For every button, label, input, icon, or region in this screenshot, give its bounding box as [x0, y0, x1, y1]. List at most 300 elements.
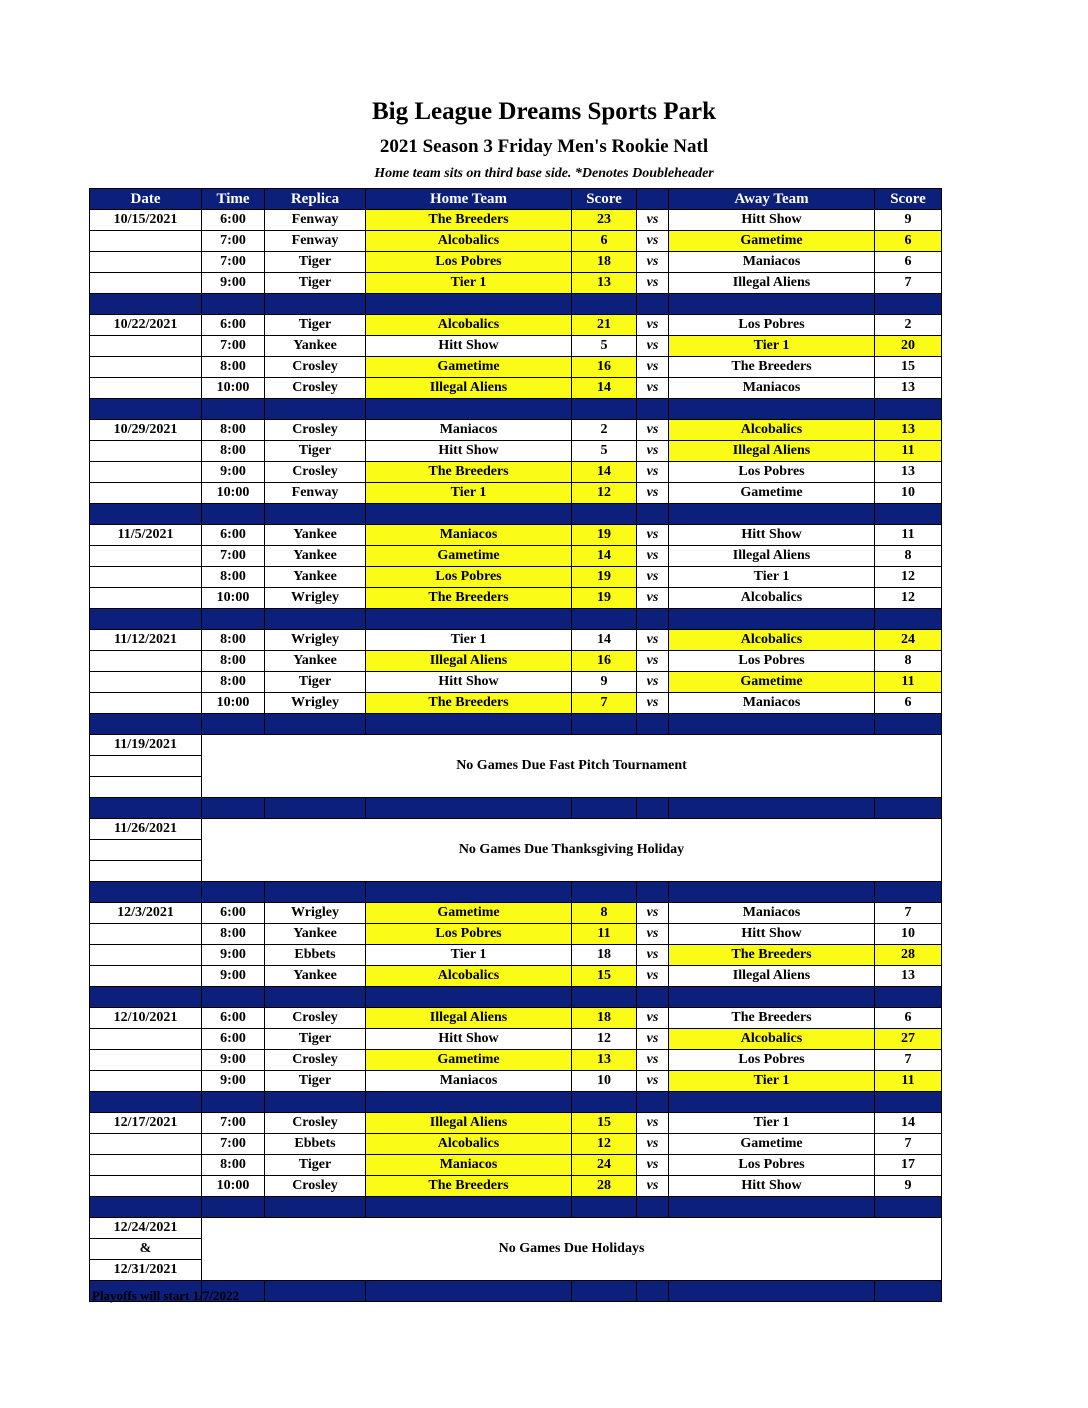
game-date: 10/22/2021 [90, 315, 202, 336]
home-team: The Breeders [366, 588, 572, 609]
game-row [90, 1176, 942, 1197]
away-score: 7 [875, 1134, 942, 1155]
week-separator [90, 609, 942, 630]
week-separator [90, 504, 942, 525]
game-date [90, 693, 202, 714]
away-score: 6 [875, 231, 942, 252]
game-row [90, 651, 942, 672]
home-team: Los Pobres [366, 567, 572, 588]
away-team: Alcobalics [669, 420, 875, 441]
separator-cell [265, 399, 366, 420]
separator-cell [875, 987, 942, 1008]
schedule-body [90, 210, 942, 1302]
vs-label: vs [637, 231, 669, 252]
home-score: 10 [572, 1071, 637, 1092]
vs-label: vs [637, 1071, 669, 1092]
game-date [90, 336, 202, 357]
away-team: Hitt Show [669, 1176, 875, 1197]
week-separator [90, 399, 942, 420]
game-time: 9:00 [202, 273, 265, 294]
separator-cell [572, 882, 637, 903]
away-team: Maniacos [669, 252, 875, 273]
page-title: Big League Dreams Sports Park [372, 98, 716, 125]
game-row [90, 252, 942, 273]
away-score: 14 [875, 1113, 942, 1134]
separator-cell [202, 609, 265, 630]
away-score: 11 [875, 525, 942, 546]
home-score: 23 [572, 210, 637, 231]
off-date: 12/31/2021 [90, 1260, 202, 1281]
separator-cell [875, 609, 942, 630]
game-row [90, 1134, 942, 1155]
separator-cell [265, 798, 366, 819]
separator-cell [669, 504, 875, 525]
playoffs-note: Playoffs will start 1/7/2022 [92, 1288, 239, 1303]
field-replica: Crosley [265, 378, 366, 399]
game-row [90, 903, 942, 924]
home-team: Hitt Show [366, 1029, 572, 1050]
away-team: Tier 1 [669, 567, 875, 588]
separator-cell [637, 987, 669, 1008]
home-team: Los Pobres [366, 924, 572, 945]
game-date [90, 651, 202, 672]
away-score: 24 [875, 630, 942, 651]
home-score: 14 [572, 546, 637, 567]
vs-label: vs [637, 1134, 669, 1155]
game-row [90, 966, 942, 987]
field-replica: Wrigley [265, 903, 366, 924]
away-score: 7 [875, 1050, 942, 1071]
separator-cell [572, 504, 637, 525]
separator-cell [366, 609, 572, 630]
game-time: 8:00 [202, 672, 265, 693]
home-score: 19 [572, 525, 637, 546]
away-score: 13 [875, 462, 942, 483]
home-score: 5 [572, 441, 637, 462]
away-score: 11 [875, 672, 942, 693]
field-replica: Crosley [265, 1008, 366, 1029]
vs-label: vs [637, 1176, 669, 1197]
home-team: Tier 1 [366, 483, 572, 504]
field-replica: Fenway [265, 231, 366, 252]
separator-cell [669, 609, 875, 630]
game-date [90, 966, 202, 987]
game-row [90, 231, 942, 252]
home-team: Alcobalics [366, 1134, 572, 1155]
away-score: 13 [875, 420, 942, 441]
game-date [90, 483, 202, 504]
vs-label: vs [637, 1050, 669, 1071]
away-team: Maniacos [669, 903, 875, 924]
separator-cell [202, 1197, 265, 1218]
home-team: The Breeders [366, 1176, 572, 1197]
vs-label: vs [637, 420, 669, 441]
home-team: Gametime [366, 1050, 572, 1071]
away-score: 12 [875, 588, 942, 609]
away-score: 6 [875, 693, 942, 714]
field-replica: Tiger [265, 1155, 366, 1176]
field-replica: Tiger [265, 441, 366, 462]
field-replica: Yankee [265, 336, 366, 357]
away-team: Illegal Aliens [669, 273, 875, 294]
game-date [90, 252, 202, 273]
away-score: 28 [875, 945, 942, 966]
separator-cell [875, 1197, 942, 1218]
separator-cell [637, 609, 669, 630]
game-row [90, 210, 942, 231]
week-separator [90, 798, 942, 819]
off-week-row [90, 819, 942, 840]
game-row [90, 924, 942, 945]
away-team: The Breeders [669, 357, 875, 378]
vs-label: vs [637, 588, 669, 609]
away-team: Hitt Show [669, 924, 875, 945]
no-games-message [202, 819, 942, 882]
separator-cell [669, 714, 875, 735]
separator-cell [366, 882, 572, 903]
game-time: 7:00 [202, 546, 265, 567]
separator-cell [669, 882, 875, 903]
separator-cell [875, 1281, 942, 1302]
away-score: 11 [875, 441, 942, 462]
game-time: 6:00 [202, 903, 265, 924]
away-score: 17 [875, 1155, 942, 1176]
home-team: Illegal Aliens [366, 1008, 572, 1029]
away-score: 6 [875, 252, 942, 273]
game-time: 10:00 [202, 693, 265, 714]
home-score: 13 [572, 1050, 637, 1071]
separator-cell [572, 294, 637, 315]
game-row [90, 630, 942, 651]
separator-cell [637, 798, 669, 819]
game-date [90, 1050, 202, 1071]
home-team: Alcobalics [366, 966, 572, 987]
home-team: The Breeders [366, 693, 572, 714]
home-score: 2 [572, 420, 637, 441]
separator-cell [90, 714, 202, 735]
separator-cell [265, 987, 366, 1008]
separator-cell [265, 882, 366, 903]
game-date: 10/15/2021 [90, 210, 202, 231]
no-games-message [202, 1218, 942, 1281]
separator-cell [265, 1197, 366, 1218]
separator-cell [637, 294, 669, 315]
game-time: 9:00 [202, 945, 265, 966]
game-time: 10:00 [202, 588, 265, 609]
home-team: Tier 1 [366, 630, 572, 651]
off-date: 11/26/2021 [90, 819, 202, 840]
away-team: Illegal Aliens [669, 441, 875, 462]
game-time: 7:00 [202, 336, 265, 357]
field-replica: Yankee [265, 966, 366, 987]
col-date-header: Date [90, 189, 202, 210]
separator-cell [202, 882, 265, 903]
game-row [90, 420, 942, 441]
week-separator [90, 1197, 942, 1218]
away-team: Alcobalics [669, 630, 875, 651]
game-row [90, 357, 942, 378]
away-score: 8 [875, 651, 942, 672]
separator-cell [366, 1197, 572, 1218]
game-date [90, 231, 202, 252]
home-score: 8 [572, 903, 637, 924]
game-row [90, 483, 942, 504]
separator-cell [366, 798, 572, 819]
field-replica: Yankee [265, 651, 366, 672]
game-row [90, 378, 942, 399]
game-date: 11/12/2021 [90, 630, 202, 651]
away-score: 13 [875, 378, 942, 399]
schedule-note: Home team sits on third base side. *Denotes Doubleheader [374, 166, 714, 181]
field-replica: Crosley [265, 420, 366, 441]
vs-label: vs [637, 1113, 669, 1134]
vs-label: vs [637, 462, 669, 483]
game-row [90, 525, 942, 546]
separator-cell [875, 798, 942, 819]
field-replica: Tiger [265, 1029, 366, 1050]
vs-label: vs [637, 357, 669, 378]
game-row [90, 1008, 942, 1029]
game-row [90, 315, 942, 336]
col-vs-header [637, 189, 669, 210]
separator-cell [90, 294, 202, 315]
separator-cell [202, 1092, 265, 1113]
game-time: 7:00 [202, 1134, 265, 1155]
home-score: 12 [572, 1134, 637, 1155]
separator-cell [637, 1281, 669, 1302]
no-games-text: No Games Due Holidays [498, 1241, 645, 1256]
game-date [90, 924, 202, 945]
separator-cell [572, 399, 637, 420]
game-date [90, 1155, 202, 1176]
game-date [90, 945, 202, 966]
separator-cell [90, 882, 202, 903]
away-team: Illegal Aliens [669, 966, 875, 987]
away-score: 20 [875, 336, 942, 357]
vs-label: vs [637, 315, 669, 336]
separator-cell [202, 294, 265, 315]
field-replica: Crosley [265, 1176, 366, 1197]
field-replica: Tiger [265, 315, 366, 336]
home-team: Gametime [366, 357, 572, 378]
home-team: Maniacos [366, 1155, 572, 1176]
field-replica: Yankee [265, 567, 366, 588]
away-score: 11 [875, 1071, 942, 1092]
away-team: Los Pobres [669, 462, 875, 483]
home-score: 7 [572, 693, 637, 714]
home-score: 13 [572, 273, 637, 294]
field-replica: Tiger [265, 252, 366, 273]
away-score: 13 [875, 966, 942, 987]
home-team: Alcobalics [366, 315, 572, 336]
separator-cell [875, 882, 942, 903]
separator-cell [202, 504, 265, 525]
game-row [90, 1029, 942, 1050]
home-score: 21 [572, 315, 637, 336]
game-row [90, 1071, 942, 1092]
off-week-row [90, 1218, 942, 1239]
field-replica: Yankee [265, 525, 366, 546]
game-date [90, 672, 202, 693]
field-replica: Tiger [265, 1071, 366, 1092]
away-team: Gametime [669, 483, 875, 504]
home-team: Illegal Aliens [366, 651, 572, 672]
separator-cell [669, 1281, 875, 1302]
no-games-text: No Games Due Thanksgiving Holiday [458, 842, 685, 857]
week-separator [90, 714, 942, 735]
field-replica: Wrigley [265, 630, 366, 651]
vs-label: vs [637, 1155, 669, 1176]
away-team: Tier 1 [669, 1113, 875, 1134]
away-team: Tier 1 [669, 1071, 875, 1092]
game-row [90, 672, 942, 693]
off-date [90, 840, 202, 861]
away-team: The Breeders [669, 945, 875, 966]
game-time: 8:00 [202, 357, 265, 378]
col-replica-header: Replica [265, 189, 366, 210]
game-row [90, 1155, 942, 1176]
home-team: The Breeders [366, 462, 572, 483]
off-date: & [90, 1239, 202, 1260]
home-score: 18 [572, 252, 637, 273]
away-score: 8 [875, 546, 942, 567]
week-separator [90, 987, 942, 1008]
game-time: 8:00 [202, 1155, 265, 1176]
home-team: Maniacos [366, 1071, 572, 1092]
vs-label: vs [637, 483, 669, 504]
away-score: 10 [875, 924, 942, 945]
separator-cell [90, 1197, 202, 1218]
separator-cell [637, 1092, 669, 1113]
vs-label: vs [637, 945, 669, 966]
week-separator [90, 882, 942, 903]
schedule-table [89, 188, 942, 1302]
game-time: 8:00 [202, 924, 265, 945]
game-time: 9:00 [202, 966, 265, 987]
away-team: Tier 1 [669, 336, 875, 357]
separator-cell [669, 1092, 875, 1113]
away-score: 9 [875, 210, 942, 231]
home-team: Maniacos [366, 525, 572, 546]
away-score: 27 [875, 1029, 942, 1050]
game-time: 9:00 [202, 1050, 265, 1071]
home-score: 6 [572, 231, 637, 252]
vs-label: vs [637, 924, 669, 945]
away-team: Maniacos [669, 693, 875, 714]
home-team: Illegal Aliens [366, 1113, 572, 1134]
home-team: Gametime [366, 546, 572, 567]
game-date: 12/3/2021 [90, 903, 202, 924]
separator-cell [366, 714, 572, 735]
home-score: 14 [572, 462, 637, 483]
game-date [90, 378, 202, 399]
game-time: 8:00 [202, 441, 265, 462]
separator-cell [202, 714, 265, 735]
game-row [90, 336, 942, 357]
separator-cell [572, 714, 637, 735]
separator-cell [637, 1197, 669, 1218]
separator-cell [265, 504, 366, 525]
game-row [90, 462, 942, 483]
game-date [90, 462, 202, 483]
game-row [90, 546, 942, 567]
off-date: 11/19/2021 [90, 735, 202, 756]
home-team: Tier 1 [366, 945, 572, 966]
vs-label: vs [637, 651, 669, 672]
vs-label: vs [637, 441, 669, 462]
separator-cell [366, 294, 572, 315]
game-date [90, 567, 202, 588]
separator-cell [669, 987, 875, 1008]
field-replica: Crosley [265, 462, 366, 483]
separator-cell [637, 714, 669, 735]
separator-cell [265, 294, 366, 315]
game-time: 10:00 [202, 378, 265, 399]
game-time: 6:00 [202, 1029, 265, 1050]
away-team: Los Pobres [669, 1155, 875, 1176]
game-date [90, 441, 202, 462]
home-team: Gametime [366, 903, 572, 924]
game-date [90, 588, 202, 609]
separator-cell [669, 798, 875, 819]
col-home-score-header: Score [572, 189, 637, 210]
vs-label: vs [637, 252, 669, 273]
vs-label: vs [637, 336, 669, 357]
home-score: 16 [572, 357, 637, 378]
game-time: 6:00 [202, 525, 265, 546]
separator-cell [90, 504, 202, 525]
page-subtitle: 2021 Season 3 Friday Men's Rookie Natl [379, 136, 709, 157]
separator-cell [669, 399, 875, 420]
away-team: Alcobalics [669, 1029, 875, 1050]
home-score: 14 [572, 378, 637, 399]
home-score: 18 [572, 1008, 637, 1029]
week-separator [90, 294, 942, 315]
home-team: Hitt Show [366, 336, 572, 357]
vs-label: vs [637, 273, 669, 294]
separator-cell [637, 504, 669, 525]
home-score: 19 [572, 588, 637, 609]
game-date [90, 357, 202, 378]
away-team: The Breeders [669, 1008, 875, 1029]
away-score: 10 [875, 483, 942, 504]
separator-cell [265, 714, 366, 735]
separator-cell [875, 714, 942, 735]
field-replica: Ebbets [265, 1134, 366, 1155]
home-team: Los Pobres [366, 252, 572, 273]
vs-label: vs [637, 546, 669, 567]
away-score: 9 [875, 1176, 942, 1197]
field-replica: Tiger [265, 273, 366, 294]
vs-label: vs [637, 525, 669, 546]
game-date [90, 1071, 202, 1092]
separator-cell [875, 1092, 942, 1113]
separator-cell [90, 798, 202, 819]
separator-cell [572, 1197, 637, 1218]
vs-label: vs [637, 1029, 669, 1050]
separator-cell [637, 399, 669, 420]
away-score: 7 [875, 273, 942, 294]
away-team: Los Pobres [669, 315, 875, 336]
vs-label: vs [637, 1008, 669, 1029]
separator-cell [202, 798, 265, 819]
away-team: Illegal Aliens [669, 546, 875, 567]
field-replica: Wrigley [265, 588, 366, 609]
game-time: 8:00 [202, 651, 265, 672]
game-date: 12/17/2021 [90, 1113, 202, 1134]
home-team: Hitt Show [366, 441, 572, 462]
vs-label: vs [637, 378, 669, 399]
